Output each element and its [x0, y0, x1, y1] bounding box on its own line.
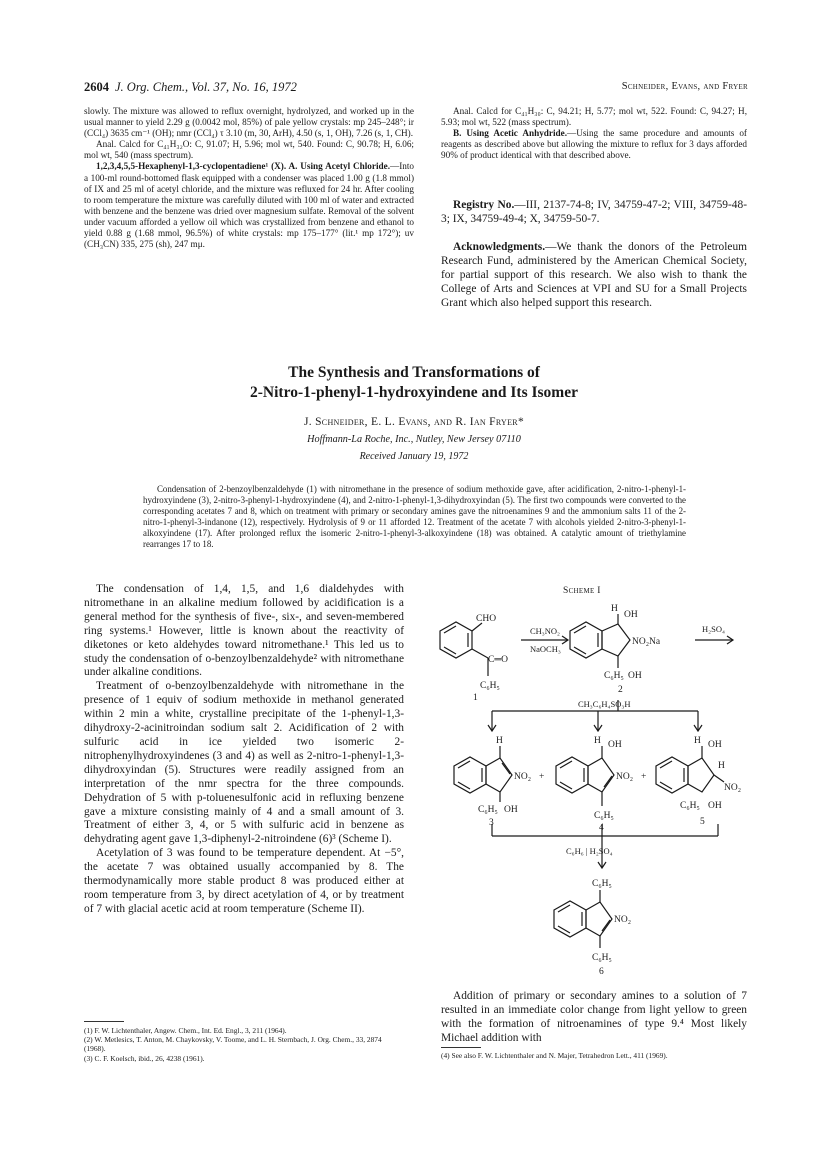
footnote-rule-left	[84, 1021, 124, 1022]
footnote-4: (4) See also F. W. Lichtenthaler and N. Majer, Tetrahedron Lett., 411 (1969).	[441, 1051, 668, 1060]
analysis-paragraph: Anal. Calcd for C₄₁H₃₂O: C, 91.07; H, 5.96; mol wt, 540. Found: C, 90.78; H, 6.06; mol wt, 540 (mass spectrum).	[84, 139, 414, 161]
footnote-1: (1) F. W. Lichtenthaler, Angew. Chem., Int. Ed. Engl., 3, 211 (1964).	[84, 1026, 287, 1035]
label-1: 1	[473, 693, 478, 703]
received-date: Received January 19, 1972	[359, 451, 469, 462]
plus-1: +	[539, 772, 545, 782]
article-right-column	[441, 990, 747, 1046]
right-body-paragraph: Addition of primary or secondary amines to a solution of 7 resulted in an immediate color change from light yellow to green with the formation of nitroenamines of type 9.⁴ Most likely Michael addition with	[441, 990, 747, 1044]
c6h5-label-2: C₆H₅	[604, 671, 624, 681]
label-5: 5	[700, 817, 705, 827]
oh-label-5b: OH	[708, 801, 722, 811]
footnote-rule-right	[441, 1047, 481, 1048]
acknowledgments-paragraph	[441, 241, 747, 311]
no2-label-5: NO₂	[724, 783, 742, 793]
h-label-2: H	[611, 604, 618, 614]
reagent-methoxide: NaOCH₃	[530, 644, 561, 654]
article-authors: J. Schneider, E. L. Evans, and R. Ian Fryer*	[303, 416, 524, 428]
oh-label-2b: OH	[628, 671, 642, 681]
compound-3-structure	[454, 746, 512, 802]
abstract	[143, 484, 686, 549]
footnote-3: (3) C. F. Koelsch, ibid., 26, 4238 (1961).	[84, 1053, 205, 1063]
method-b-heading: B. Using Acetic Anhydride.	[453, 128, 568, 139]
label-4: 4	[599, 823, 604, 833]
running-header	[84, 80, 748, 96]
article-title-line-2: 2-Nitro-1-phenyl-1-hydroxyindene and Its Isomer	[250, 384, 578, 401]
compound-2-structure	[570, 614, 630, 668]
c6h5-label-6b: C₆H₅	[592, 953, 612, 963]
registry-block	[441, 199, 747, 227]
compound-5-structure	[656, 746, 724, 793]
c6h5-label-4: C₆H₅	[594, 811, 614, 821]
label-6: 6	[599, 967, 604, 977]
journal-name: J. Org. Chem., Vol. 37, No. 16, 1972	[115, 80, 297, 94]
reagent-acid: H₂SO₄	[702, 624, 725, 634]
method-b-text: —Using the same procedure and amounts of reagents as described above but allowing the mixture to reflux for 3 days afforded 90% of product identical with that described above.	[441, 128, 747, 161]
compound-1-structure	[440, 622, 488, 676]
label-2: 2	[618, 685, 623, 695]
compound-4-structure	[556, 746, 614, 806]
oh-label-2a: OH	[624, 610, 638, 620]
reagent-ptsa: CH₃C₆H₄SO₃H	[578, 699, 631, 709]
scheme-diagram	[428, 596, 768, 986]
body-paragraph-3: Acetylation of 3 was found to be temperature dependent. At −5°, the acetate 7 was obtained usually accompanied by 8. The thermodynamically more stable product 8 was produced either at room temperature from 3, by direct acetylation of 4, or by treatment of 7 with glacial acetic acid at room temperature (Scheme II).	[84, 847, 404, 915]
reagent-bottom: C₆H₆ | H₂SO₄	[566, 846, 613, 856]
h-label-5a: H	[694, 736, 701, 746]
plus-2: +	[641, 772, 647, 782]
cho-label: CHO	[476, 614, 497, 624]
registry-text: —III, 2137-74-8; IV, 34759-47-2; VIII, 34759-48-3; IX, 34759-49-4; X, 34759-50-7.	[441, 199, 747, 225]
footnote-2: (2) W. Metlesics, T. Anton, M. Chaykovsky, V. Toome, and L. H. Sternbach, J. Org. Chem., 33, 2874 (1968).	[84, 1035, 382, 1054]
co-label: C═O	[488, 655, 508, 665]
scheme-svg	[428, 596, 768, 986]
compound-x-heading: 1,2,3,4,5,5-Hexaphenyl-1,3-cyclopentadiene¹ (X). A. Using Acetyl Chloride.	[96, 161, 390, 172]
page-number: 2604	[84, 80, 109, 94]
acknowledgments-heading: Acknowledgments.	[453, 241, 546, 253]
h-label-4: H	[594, 736, 601, 746]
reagent-nitromethane: CH₃NO₂	[530, 626, 561, 636]
running-authors: Schneider, Evans, and Fryer	[621, 81, 748, 92]
scheme-title: Scheme I	[563, 586, 601, 596]
no2-label-6: NO₂	[614, 915, 632, 925]
oh-label-3: OH	[504, 805, 518, 815]
journal-citation	[84, 80, 297, 95]
no2na-label: NO₂Na	[632, 637, 661, 647]
h-label-5b: H	[718, 761, 725, 771]
footnotes-left	[84, 1026, 404, 1063]
compound-6-structure	[554, 890, 612, 948]
registry-heading: Registry No.	[453, 199, 515, 211]
c6h5-label-1: C₆H₅	[480, 681, 500, 691]
registry-paragraph	[441, 199, 747, 227]
body-paragraph-1: The condensation of 1,4, 1,5, and 1,6 dialdehydes with nitromethane in an alkaline medium followed by acidification is a general method for the synthesis of five-, six-, and seven-membered ring systems.¹ However, little is known about the reactivity of diketones or keto aldehydes toward nitromethane.¹ This led us to study the condensation of o-benzoylbenzaldehyde² with nitromethane under alkaline conditions.	[84, 583, 404, 679]
h-label-3: H	[496, 736, 503, 746]
analysis-paragraph-2: Anal. Calcd for C₄₁H₃₀: C, 94.21; H, 5.77; mol wt, 522. Found: C, 94.27; H, 5.93; mol wt, 522 (mass spectrum).	[441, 106, 747, 128]
abstract-text: Condensation of 2-benzoylbenzaldehyde (1) with nitromethane in the presence of sodium methoxide gave, after acidification, 2-nitro-1-phenyl-1-hydroxyindene (3), 2-nitro-3-phenyl-1-hydroxyindene (4), and 2-nitro-1-phenyl-1,3-dihydroxyindan (5). The first two compounds were converted to the corresponding acetates 7 and 8, which on treatment with primary or secondary amines gave the nitroenamines 9 and the ammonium salts 11 of the 2-nitro-1-phenyl-3-indanone (12), respectively. Hydrolysis of 9 or 11 afforded 12. Treatment of the acetate 7 with alcohols yielded 2-nitro-3-phenyl-1-alkoxyindene (17). After prolonged reflux the isomeric 2-nitro-1-phenyl-3-alkoxyindene (18) was obtained. A catalytic amount of triethylamine rearranges 17 to 18.	[143, 484, 686, 549]
body-paragraph-2: Treatment of o-benzoylbenzaldehyde with nitromethane in the presence of 1 equiv of sodium methoxide in methanol generated within 2 min a white, crystalline precipitate of the 1-phenyl-1,3-dihydroxy-2-acinitroindan sodium salt 2. Acidification of 2 with sulfuric acid in ice yielded two isomeric 2-nitrophenylhydroxyindenes (3 and 4) as well as 2-nitro-1-phenyl-1,3-dihydroxyindan (5). Structures were readily assigned from an interpretation of the nmr spectra for the three compounds. Dehydration of 5 with p-toluenesulfonic acid in refluxing benzene gave a mixture consisting mainly of 4 and a small amount of 3. Treatment of either 3, 4, or 5 with sulfuric acid in benzene as dehydrating agent gave 1,3-diphenyl-2-nitroindene (6)³ (Scheme I).	[84, 680, 404, 846]
article-left-column	[84, 583, 404, 917]
compound-x-paragraph	[84, 161, 414, 250]
article-title-line-1: The Synthesis and Transformations of	[288, 364, 540, 381]
article-affiliation: Hoffmann-La Roche, Inc., Nutley, New Jersey 07110	[307, 434, 521, 445]
no2-label-4: NO₂	[616, 772, 634, 782]
acknowledgments-block	[441, 241, 747, 311]
no2-label-3: NO₂	[514, 772, 532, 782]
previous-article-right-column	[441, 106, 747, 161]
oh-label-4: OH	[608, 740, 622, 750]
oh-label-5a: OH	[708, 740, 722, 750]
experimental-paragraph: slowly. The mixture was allowed to reflux overnight, hydrolyzed, and worked up in the usual manner to yield 2.29 g (0.0042 mol, 85%) of pale yellow crystals: mp 245–248°; ir (CCl₄) 3635 cm⁻¹ (OH); nmr (CCl₄) τ 3.10 (m, 30, ArH), 4.50 (s, 1, OH), 7.26 (s, 1, CH).	[84, 106, 414, 139]
previous-article-left-column	[84, 106, 414, 250]
acknowledgments-text: —We thank the donors of the Petroleum Research Fund, administered by the American Chemical Society, for partial support of this research. We also wish to thank the College of Arts and Sciences at VPI and SU for a Small Projects Grant which also helped support this research.	[441, 241, 747, 309]
c6h5-label-5: C₆H₅	[680, 801, 700, 811]
compound-x-text: —Into a 100-ml round-bottomed flask equipped with a condenser was placed 1.00 g (1.8 mmol) of IX and 25 ml of acetyl chloride, and the mixture was refluxed for 24 hr. After cooling to room temperature the mixture was carefully diluted with 100 ml of water and extracted with benzene and the benzene was dried over magnesium sulfate. Removal of the solvent under vacuum afforded a yellow oil which was crystallized from benzene and ethanol to yield 0.88 g (1.68 mmol, 96.5%) of white crystals: mp 175–177° (lit.¹ mp 172°); uv (CH₃CN) 335, 275 (sh), 247 mμ.	[84, 161, 414, 250]
c6h5-label-6a: C₆H₅	[592, 879, 612, 889]
c6h5-label-3: C₆H₅	[478, 805, 498, 815]
label-3: 3	[489, 818, 494, 828]
footnotes-right	[441, 1051, 747, 1060]
method-b-paragraph	[441, 128, 747, 161]
